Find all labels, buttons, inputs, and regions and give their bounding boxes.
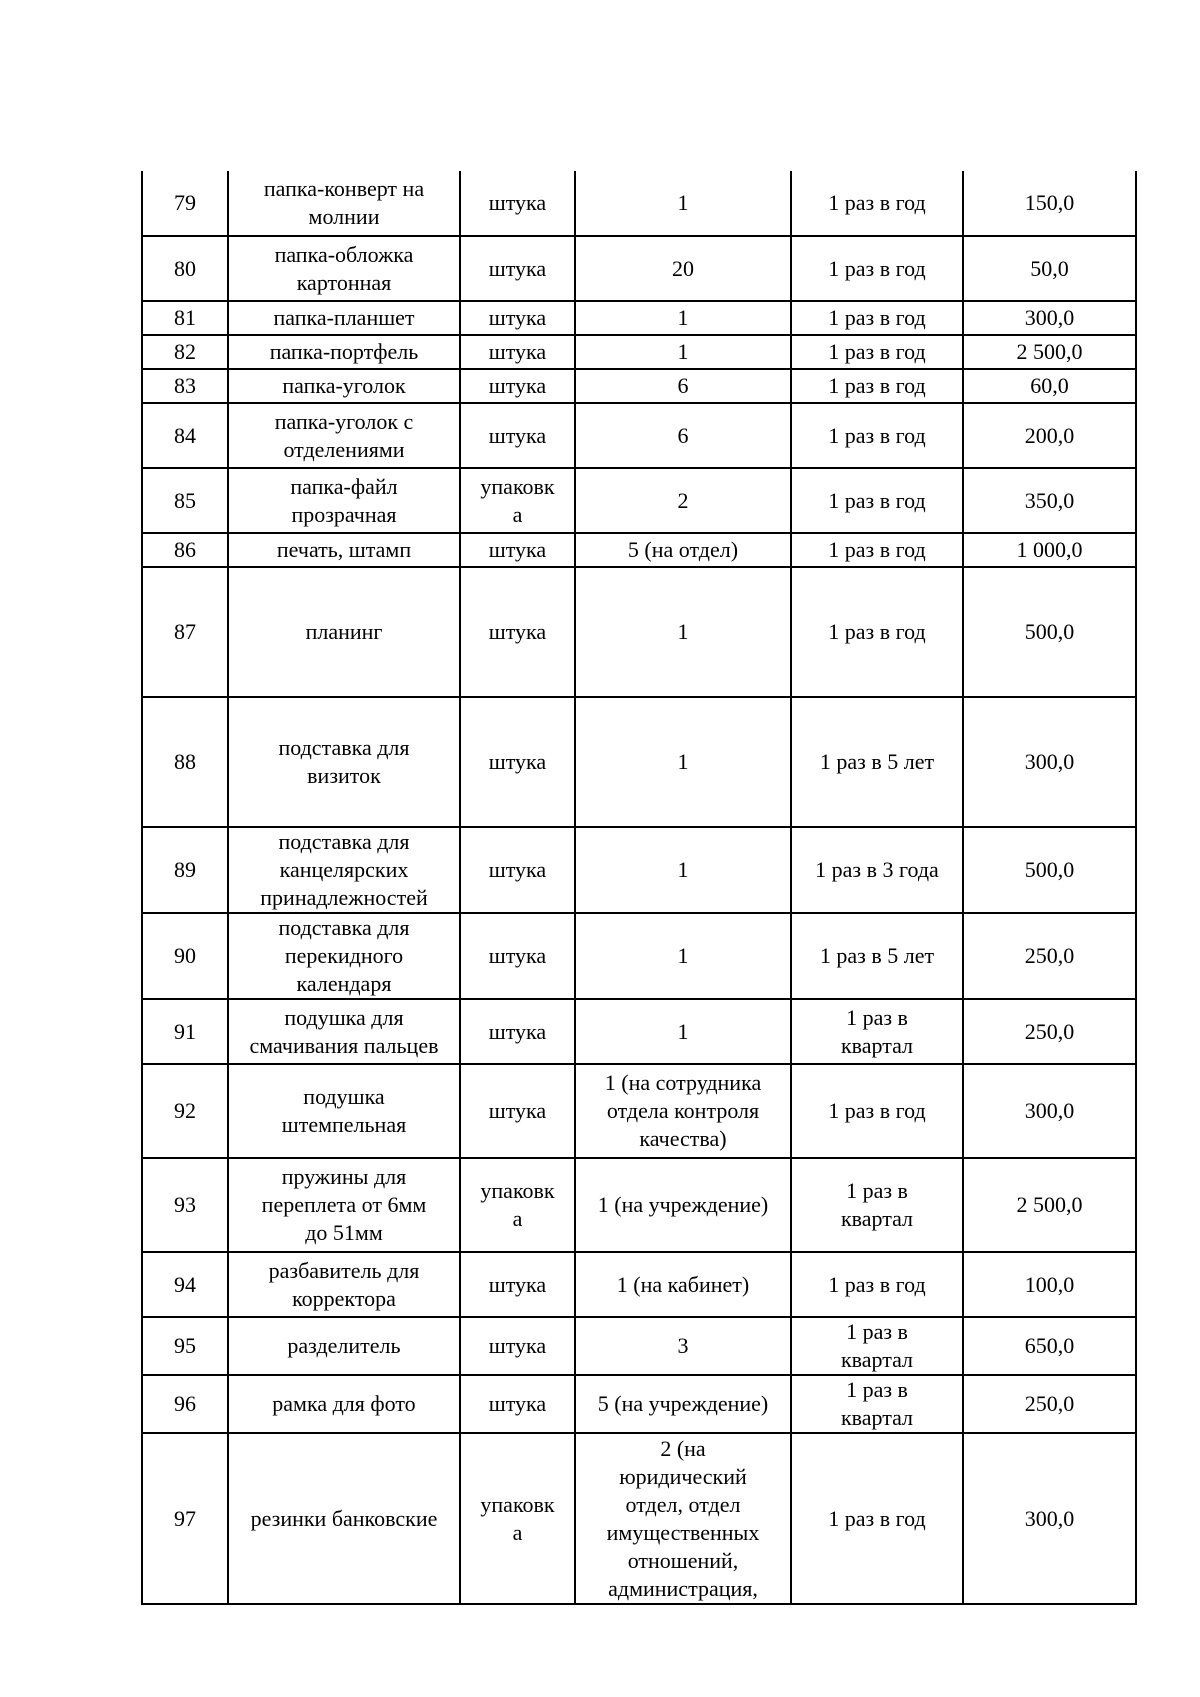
quantity: 5 (на отдел) [575, 533, 791, 567]
frequency: 1 раз в год [791, 369, 963, 403]
table-row [142, 1375, 1136, 1433]
item-name: печать, штамп [228, 533, 460, 567]
table-row [142, 697, 1136, 827]
item-name: папка-конверт на молнии [228, 171, 460, 236]
frequency: 1 раз в год [791, 567, 963, 697]
row-number: 89 [142, 827, 228, 913]
unit: штука [460, 1252, 575, 1317]
item-name: подставка для перекидного календаря [228, 913, 460, 999]
frequency: 1 раз в год [791, 533, 963, 567]
price: 650,0 [963, 1317, 1136, 1375]
row-number: 90 [142, 913, 228, 999]
row-number: 97 [142, 1433, 228, 1604]
table-row [142, 1433, 1136, 1604]
price: 50,0 [963, 236, 1136, 301]
table-row [142, 236, 1136, 301]
item-name: подушка штемпельная [228, 1064, 460, 1158]
table-row [142, 999, 1136, 1064]
quantity: 6 [575, 369, 791, 403]
price: 60,0 [963, 369, 1136, 403]
unit: штука [460, 913, 575, 999]
row-number: 92 [142, 1064, 228, 1158]
row-number: 95 [142, 1317, 228, 1375]
price: 150,0 [963, 171, 1136, 236]
frequency: 1 раз в год [791, 403, 963, 468]
table-row [142, 403, 1136, 468]
supplies-table [141, 171, 1137, 1605]
table-row [142, 335, 1136, 369]
quantity: 1 [575, 567, 791, 697]
frequency: 1 раз в год [791, 171, 963, 236]
row-number: 87 [142, 567, 228, 697]
unit: штука [460, 335, 575, 369]
price: 500,0 [963, 827, 1136, 913]
price: 250,0 [963, 1375, 1136, 1433]
quantity: 2 [575, 468, 791, 533]
item-name: папка-обложка картонная [228, 236, 460, 301]
price: 300,0 [963, 697, 1136, 827]
table-row [142, 1064, 1136, 1158]
frequency: 1 раз в 5 лет [791, 913, 963, 999]
unit: штука [460, 236, 575, 301]
quantity: 6 [575, 403, 791, 468]
price: 1 000,0 [963, 533, 1136, 567]
frequency: 1 раз в год [791, 335, 963, 369]
quantity: 3 [575, 1317, 791, 1375]
frequency: 1 раз в 5 лет [791, 697, 963, 827]
quantity: 2 (на юридический отдел, отдел имущественных отношений, администрация, [575, 1433, 791, 1604]
quantity: 20 [575, 236, 791, 301]
table-row [142, 369, 1136, 403]
table-row [142, 1252, 1136, 1317]
unit: упаковк а [460, 1158, 575, 1252]
row-number: 86 [142, 533, 228, 567]
unit: штука [460, 171, 575, 236]
price: 300,0 [963, 1433, 1136, 1604]
item-name: подушка для смачивания пальцев [228, 999, 460, 1064]
row-number: 96 [142, 1375, 228, 1433]
quantity: 1 [575, 697, 791, 827]
row-number: 93 [142, 1158, 228, 1252]
frequency: 1 раз в год [791, 236, 963, 301]
quantity: 1 [575, 913, 791, 999]
unit: штука [460, 999, 575, 1064]
price: 200,0 [963, 403, 1136, 468]
table-row [142, 913, 1136, 999]
item-name: папка-планшет [228, 301, 460, 335]
unit: штука [460, 697, 575, 827]
quantity: 1 [575, 999, 791, 1064]
unit: штука [460, 533, 575, 567]
price: 2 500,0 [963, 335, 1136, 369]
item-name: разделитель [228, 1317, 460, 1375]
unit: штука [460, 1317, 575, 1375]
price: 300,0 [963, 1064, 1136, 1158]
item-name: рамка для фото [228, 1375, 460, 1433]
table-row [142, 171, 1136, 236]
frequency: 1 раз в год [791, 468, 963, 533]
quantity: 1 (на сотрудника отдела контроля качества) [575, 1064, 791, 1158]
frequency: 1 раз в квартал [791, 999, 963, 1064]
price: 350,0 [963, 468, 1136, 533]
frequency: 1 раз в квартал [791, 1317, 963, 1375]
row-number: 94 [142, 1252, 228, 1317]
row-number: 88 [142, 697, 228, 827]
unit: штука [460, 827, 575, 913]
frequency: 1 раз в 3 года [791, 827, 963, 913]
item-name: папка-уголок с отделениями [228, 403, 460, 468]
table-row [142, 1158, 1136, 1252]
table-row [142, 827, 1136, 913]
price: 300,0 [963, 301, 1136, 335]
frequency: 1 раз в год [791, 1252, 963, 1317]
item-name: подставка для канцелярских принадлежностей [228, 827, 460, 913]
row-number: 80 [142, 236, 228, 301]
table-row [142, 1317, 1136, 1375]
row-number: 85 [142, 468, 228, 533]
unit: упаковк а [460, 1433, 575, 1604]
quantity: 1 [575, 827, 791, 913]
unit: упаковк а [460, 468, 575, 533]
table-row [142, 533, 1136, 567]
quantity: 1 [575, 335, 791, 369]
unit: штука [460, 1064, 575, 1158]
quantity: 1 [575, 301, 791, 335]
item-name: планинг [228, 567, 460, 697]
item-name: папка-файл прозрачная [228, 468, 460, 533]
quantity: 1 (на кабинет) [575, 1252, 791, 1317]
frequency: 1 раз в квартал [791, 1158, 963, 1252]
row-number: 91 [142, 999, 228, 1064]
item-name: папка-уголок [228, 369, 460, 403]
price: 250,0 [963, 999, 1136, 1064]
unit: штука [460, 369, 575, 403]
table-row [142, 468, 1136, 533]
quantity: 5 (на учреждение) [575, 1375, 791, 1433]
price: 250,0 [963, 913, 1136, 999]
price: 500,0 [963, 567, 1136, 697]
item-name: пружины для переплета от 6мм до 51мм [228, 1158, 460, 1252]
frequency: 1 раз в год [791, 1433, 963, 1604]
item-name: разбавитель для корректора [228, 1252, 460, 1317]
frequency: 1 раз в квартал [791, 1375, 963, 1433]
quantity: 1 [575, 171, 791, 236]
unit: штука [460, 1375, 575, 1433]
row-number: 84 [142, 403, 228, 468]
frequency: 1 раз в год [791, 1064, 963, 1158]
unit: штука [460, 403, 575, 468]
row-number: 82 [142, 335, 228, 369]
item-name: папка-портфель [228, 335, 460, 369]
unit: штука [460, 567, 575, 697]
row-number: 81 [142, 301, 228, 335]
row-number: 79 [142, 171, 228, 236]
item-name: подставка для визиток [228, 697, 460, 827]
item-name: резинки банковские [228, 1433, 460, 1604]
price: 100,0 [963, 1252, 1136, 1317]
unit: штука [460, 301, 575, 335]
table-row [142, 301, 1136, 335]
price: 2 500,0 [963, 1158, 1136, 1252]
row-number: 83 [142, 369, 228, 403]
quantity: 1 (на учреждение) [575, 1158, 791, 1252]
table-row [142, 567, 1136, 697]
frequency: 1 раз в год [791, 301, 963, 335]
